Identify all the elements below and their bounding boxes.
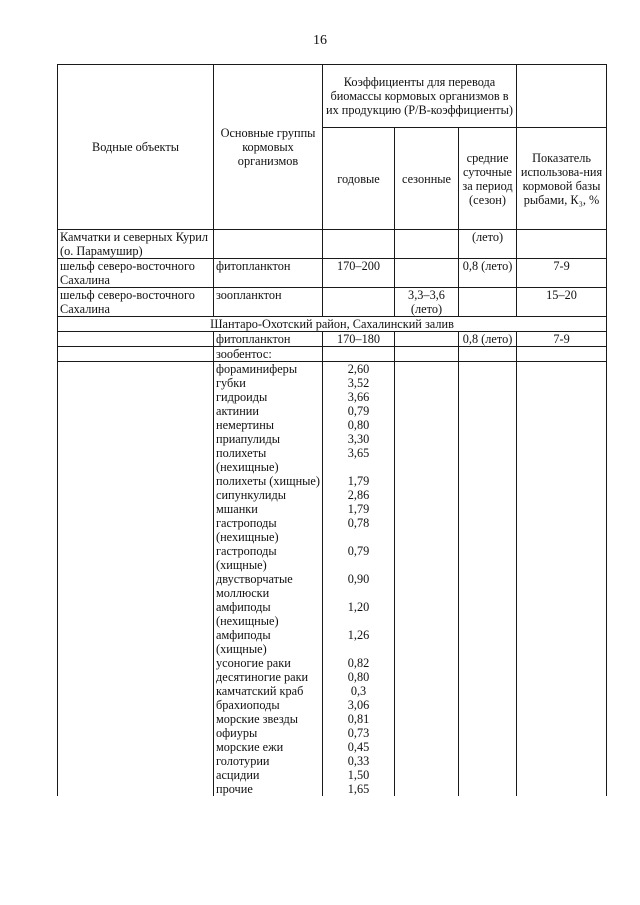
empty-cell [459,782,517,796]
empty-cell [395,390,459,404]
water-body-cell [58,768,214,782]
empty-cell [395,404,459,418]
table-row [58,502,607,516]
water-body-cell [58,572,214,600]
empty-cell [459,488,517,502]
indicator-cell: 7-9 [517,332,607,347]
water-body-cell [58,332,214,347]
species-name-cell: усоногие раки [214,656,323,670]
water-body-cell [58,404,214,418]
empty-cell [459,600,517,628]
table-row [58,474,607,488]
table-row [58,740,607,754]
annual-cell: 0,82 [323,656,395,670]
page-number: 16 [313,33,327,48]
species-name-cell: мшанки [214,502,323,516]
group-cell [214,230,323,259]
daily-cell [459,288,517,317]
annual-cell: 0,3 [323,684,395,698]
empty-cell [395,670,459,684]
table-row [58,726,607,740]
header-seasonal: сезонные [395,128,459,230]
empty-cell [395,446,459,474]
species-name-cell: сипункулиды [214,488,323,502]
water-body-cell [58,544,214,572]
empty-cell [517,362,607,377]
empty-cell [395,502,459,516]
water-body-cell [58,782,214,796]
empty-cell [459,376,517,390]
empty-cell [459,768,517,782]
empty-cell [459,698,517,712]
empty-cell [459,684,517,698]
empty-cell [517,628,607,656]
section-row [58,317,607,332]
water-body-cell [58,712,214,726]
table-row [58,516,607,544]
water-body-cell [58,754,214,768]
empty-cell [517,740,607,754]
header-coefficients: Коэффициенты для перевода биомассы кормовых организмов в их продукцию (Р/В-коэффициенты) [323,65,517,128]
empty-cell [459,362,517,377]
species-name-cell: полихеты (нехищные) [214,446,323,474]
daily-cell: 0,8 (лето) [459,332,517,347]
indicator-cell: 7-9 [517,259,607,288]
species-name-cell: немертины [214,418,323,432]
empty-cell [459,516,517,544]
water-body-cell [58,446,214,474]
empty-cell [517,474,607,488]
empty-cell [395,740,459,754]
empty-cell [517,698,607,712]
empty-cell [517,768,607,782]
water-body-cell [58,656,214,670]
annual-cell: 1,26 [323,628,395,656]
empty-cell [395,656,459,670]
table-row [58,404,607,418]
species-name-cell: амфиподы (хищные) [214,628,323,656]
water-body-cell [58,390,214,404]
annual-cell: 1,50 [323,768,395,782]
empty-cell [517,488,607,502]
annual-cell: 0,90 [323,572,395,600]
group-cell: зоопланктон [214,288,323,317]
table-row [58,332,607,347]
empty-cell [517,670,607,684]
table-row [58,544,607,572]
species-name-cell: брахиоподы [214,698,323,712]
annual-cell: 1,65 [323,782,395,796]
empty-cell [395,362,459,377]
header-indicator: Показатель использова-ния кормовой базы рыбами, К₃, % [517,128,607,230]
annual-cell: 0,79 [323,404,395,418]
empty-cell [459,404,517,418]
table-row [58,656,607,670]
empty-cell [395,544,459,572]
group-cell: зообентос: [214,347,323,362]
empty-cell [395,712,459,726]
annual-cell [323,288,395,317]
empty-cell [517,376,607,390]
empty-cell [395,347,459,362]
table-row [58,572,607,600]
empty-cell [395,726,459,740]
table-row [58,230,607,259]
group-cell: фитопланктон [214,259,323,288]
seasonal-cell [395,259,459,288]
table-row [58,600,607,628]
annual-cell: 0,81 [323,712,395,726]
empty-cell [459,544,517,572]
seasonal-cell [395,230,459,259]
annual-cell: 1,79 [323,502,395,516]
empty-cell [517,432,607,446]
species-name-cell: гастроподы (хищные) [214,544,323,572]
header-annual: годовые [323,128,395,230]
header-daily: средние суточные за период (сезон) [459,128,517,230]
annual-cell: 0,79 [323,544,395,572]
table-row [58,418,607,432]
water-body-cell: шельф северо-восточного Сахалина [58,259,214,288]
empty-cell [395,600,459,628]
empty-cell [395,516,459,544]
empty-cell [517,782,607,796]
species-name-cell: полихеты (хищные) [214,474,323,488]
empty-cell [395,376,459,390]
annual-cell: 0,73 [323,726,395,740]
table-row [58,712,607,726]
water-body-cell [58,362,214,377]
empty-cell [517,390,607,404]
water-body-cell [58,432,214,446]
empty-cell [459,740,517,754]
empty-cell [517,754,607,768]
table-row [58,782,607,796]
empty-cell [459,712,517,726]
water-body-cell [58,376,214,390]
water-body-cell [58,347,214,362]
header-groups: Основные группы кормовых организмов [214,65,323,230]
water-body-cell [58,684,214,698]
daily-cell: (лето) [459,230,517,259]
empty-cell [517,446,607,474]
empty-cell [517,712,607,726]
water-body-cell: шельф северо-восточного Сахалина [58,288,214,317]
table-row [58,259,607,288]
empty-cell [395,754,459,768]
empty-cell [517,544,607,572]
annual-cell [323,230,395,259]
empty-cell [459,628,517,656]
empty-cell [395,418,459,432]
water-body-cell [58,488,214,502]
empty-cell [517,418,607,432]
table-row [58,376,607,390]
annual-cell: 2,86 [323,488,395,502]
feed-coefficients-table [57,64,607,796]
empty-cell [459,656,517,670]
species-name-cell: фораминиферы [214,362,323,377]
empty-cell [395,488,459,502]
table-row [58,698,607,712]
empty-cell [459,670,517,684]
empty-cell [517,502,607,516]
annual-cell: 3,66 [323,390,395,404]
empty-cell [395,698,459,712]
species-name-cell: офиуры [214,726,323,740]
seasonal-cell: 3,3–3,6 (лето) [395,288,459,317]
empty-cell [395,768,459,782]
empty-cell [395,628,459,656]
empty-cell [323,347,395,362]
species-name-cell: гастроподы (нехищные) [214,516,323,544]
annual-cell: 1,79 [323,474,395,488]
empty-cell [517,404,607,418]
empty-cell [517,600,607,628]
water-body-cell [58,418,214,432]
species-name-cell: актинии [214,404,323,418]
empty-cell [459,726,517,740]
water-body-cell [58,740,214,754]
species-name-cell: асцидии [214,768,323,782]
empty-cell [517,347,607,362]
empty-cell [459,446,517,474]
empty-cell [395,572,459,600]
table-row [58,670,607,684]
table-row [58,347,607,362]
water-body-cell [58,474,214,488]
water-body-cell [58,502,214,516]
empty-cell [395,782,459,796]
table-row [58,390,607,404]
annual-cell: 0,80 [323,670,395,684]
empty-cell [459,390,517,404]
empty-cell [459,418,517,432]
section-title: Шантаро-Охотский район, Сахалинский залив [58,317,607,332]
species-name-cell: морские ежи [214,740,323,754]
water-body-cell [58,670,214,684]
annual-cell: 0,78 [323,516,395,544]
annual-cell: 0,45 [323,740,395,754]
species-name-cell: губки [214,376,323,390]
empty-cell [517,656,607,670]
annual-cell: 3,30 [323,432,395,446]
annual-cell: 0,33 [323,754,395,768]
empty-cell [395,684,459,698]
empty-cell [459,502,517,516]
annual-cell: 3,06 [323,698,395,712]
water-body-cell [58,600,214,628]
empty-cell [459,347,517,362]
group-cell: фитопланктон [214,332,323,347]
table-row [58,628,607,656]
annual-cell: 170–200 [323,259,395,288]
annual-cell: 170–180 [323,332,395,347]
annual-cell: 2,60 [323,362,395,377]
table-row [58,768,607,782]
water-body-cell [58,698,214,712]
indicator-cell: 15–20 [517,288,607,317]
species-name-cell: амфиподы (нехищные) [214,600,323,628]
annual-cell: 3,65 [323,446,395,474]
species-name-cell: голотурии [214,754,323,768]
table-row [58,288,607,317]
header-blank [517,65,607,128]
annual-cell: 0,80 [323,418,395,432]
species-name-cell: десятиногие раки [214,670,323,684]
table-row [58,446,607,474]
annual-cell: 3,52 [323,376,395,390]
empty-cell [459,754,517,768]
empty-cell [459,474,517,488]
annual-cell: 1,20 [323,600,395,628]
table-row [58,754,607,768]
indicator-cell [517,230,607,259]
empty-cell [517,684,607,698]
water-body-cell [58,726,214,740]
water-body-cell [58,628,214,656]
table-row [58,432,607,446]
daily-cell: 0,8 (лето) [459,259,517,288]
empty-cell [395,432,459,446]
table-row [58,488,607,502]
species-name-cell: морские звезды [214,712,323,726]
table-row [58,362,607,377]
header-water-bodies: Водные объекты [58,65,214,230]
species-name-cell: гидроиды [214,390,323,404]
empty-cell [517,572,607,600]
empty-cell [459,432,517,446]
empty-cell [517,516,607,544]
seasonal-cell [395,332,459,347]
water-body-cell: Камчатки и северных Курил (о. Парамушир) [58,230,214,259]
species-name-cell: камчатский краб [214,684,323,698]
table-row [58,684,607,698]
species-name-cell: приапулиды [214,432,323,446]
species-name-cell: двустворчатые моллюски [214,572,323,600]
species-name-cell: прочие [214,782,323,796]
empty-cell [395,474,459,488]
water-body-cell [58,516,214,544]
empty-cell [459,572,517,600]
empty-cell [517,726,607,740]
